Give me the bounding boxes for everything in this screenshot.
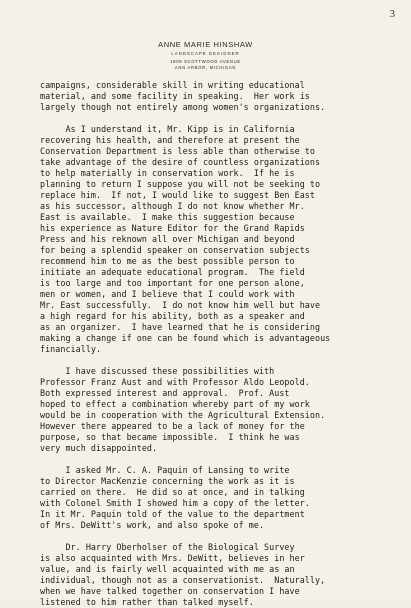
text-line: very much disappointed.: [40, 443, 158, 453]
text-line: value, and is fairly well acquainted with me as an: [40, 564, 295, 574]
text-line: material, and some facility in speaking. Her work is: [40, 91, 310, 101]
text-line: East is available. I make this suggestion because: [40, 212, 295, 222]
text-line: initiate an adequate educational program. The field: [40, 267, 305, 277]
text-line: recovering his health, and therefore at present the: [40, 135, 300, 145]
letterhead-address: 1909 SCOTTWOOD AVENUE: [170, 59, 241, 64]
text-line: men or women, and I believe that I could work with: [40, 289, 295, 299]
text-line: would be in cooperation with the Agricultural Extension.: [40, 410, 326, 420]
text-line: planning to return I suppose you will not be seeking to: [40, 179, 321, 189]
letterhead-city: ANN ARBOR, MICHIGAN: [174, 65, 237, 70]
paragraph-gap: [40, 113, 385, 124]
paragraph: [40, 542, 385, 608]
text-line: I asked Mr. C. A. Paquin of Lansing to write: [40, 465, 290, 475]
text-line: to help materially in conservation work. If he is: [40, 168, 295, 178]
text-line: listened to him rather than talked myself.: [40, 597, 254, 607]
text-line: financially.: [40, 344, 102, 354]
text-line: individual, though not as a conservationist. Naturally,: [40, 575, 326, 585]
text-line: purpose, so that became impossible. I think he was: [40, 432, 300, 442]
paragraph: [40, 80, 385, 113]
text-line: of Mrs. DeWitt's work, and also spoke of me.: [40, 520, 265, 530]
text-line: Press and his reknown all over Michigan and beyond: [40, 234, 295, 244]
text-line: is also acquainted with Mrs. DeWitt, believes in her: [40, 553, 305, 563]
text-line: Mr. East successfully. I do not know him well but have: [40, 300, 321, 310]
letter-body: [40, 80, 385, 608]
text-line: Both expressed interest and approval. Prof. Aust: [40, 388, 290, 398]
text-line: campaigns, considerable skill in writing educational: [40, 80, 305, 90]
text-line: making a change if one can be found which is advantageous: [40, 333, 331, 343]
paragraph-gap: [40, 454, 385, 465]
text-line: Conservation Department is less able than otherwise to: [40, 146, 315, 156]
text-line: with Colonel Smith I showed him a copy of the letter.: [40, 498, 310, 508]
text-line: As I understand it, Mr. Kipp is in California: [40, 124, 295, 134]
paragraph-gap: [40, 355, 385, 366]
text-line: his experience as Nature Editor for the Grand Rapids: [40, 223, 305, 233]
text-line: largely though not entirely among women's organizations.: [40, 102, 326, 112]
text-line: as his successor, although I do not know whether Mr.: [40, 201, 305, 211]
letterhead-name: ANNE MARIE HINSHAW: [158, 40, 253, 49]
text-line: for being a splendid speaker on conservation subjects: [40, 245, 310, 255]
paragraph-gap: [40, 531, 385, 542]
text-line: However there appeared to be a lack of money for the: [40, 421, 305, 431]
text-line: as an organizer. I have learned that he is considering: [40, 322, 321, 332]
text-line: replace him. If not, I would like to suggest Ben East: [40, 190, 315, 200]
text-line: carried on there. He did so at once, and in talking: [40, 487, 305, 497]
text-line: Dr. Harry Oberholser of the Biological Survey: [40, 542, 295, 552]
letterhead-title: LANDSCAPE DESIGNER: [171, 51, 240, 56]
text-line: Professor Franz Aust and with Professor Aldo Leopold.: [40, 377, 310, 387]
page-number: 3: [389, 8, 395, 20]
text-line: take advantage of the desire of countless organizations: [40, 157, 321, 167]
letterhead: [0, 40, 411, 70]
text-line: hoped to effect a combination whereby part of my work: [40, 399, 310, 409]
text-line: a high regard for his ability, both as a speaker and: [40, 311, 305, 321]
text-line: I have discussed these possibilities with: [40, 366, 275, 376]
text-line: recommend him to me as the best possible person to: [40, 256, 295, 266]
text-line: In it Mr. Paquin told of the value to the department: [40, 509, 305, 519]
paragraph: [40, 366, 385, 454]
text-line: when we have talked together on conservation I have: [40, 586, 300, 596]
paragraph: [40, 124, 385, 355]
text-line: to Director MacKenzie concerning the work as it is: [40, 476, 295, 486]
paragraph: [40, 465, 385, 531]
text-line: is too large and too important for one person alone,: [40, 278, 305, 288]
